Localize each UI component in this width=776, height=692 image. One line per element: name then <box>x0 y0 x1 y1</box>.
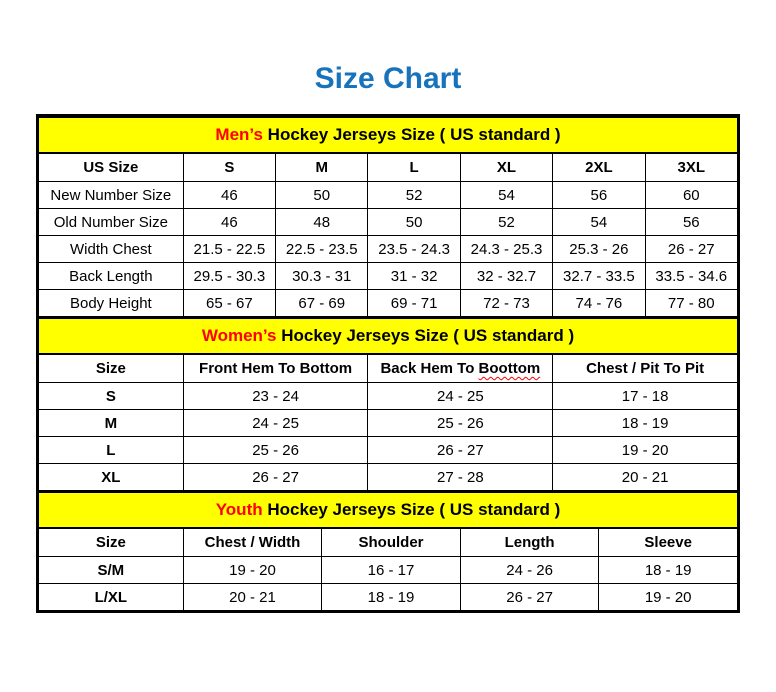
mens-label: Men’s <box>215 125 263 144</box>
column-header: Front Hem To Bottom <box>183 354 368 383</box>
size-value: 52 <box>460 209 552 236</box>
size-value: 30.3 - 31 <box>276 263 368 290</box>
size-value: 18 - 19 <box>599 557 738 584</box>
size-value: 19 - 20 <box>599 584 738 611</box>
womens-band-row <box>39 318 738 354</box>
size-value: 26 - 27 <box>368 437 553 464</box>
youth-label: Youth <box>215 500 263 519</box>
size-value: 77 - 80 <box>645 290 737 317</box>
womens-label: Women’s <box>201 326 277 345</box>
size-value: 74 - 76 <box>553 290 645 317</box>
size-value: 25 - 26 <box>183 437 368 464</box>
table-row <box>39 410 738 437</box>
size-value: 46 <box>183 209 275 236</box>
column-header: 2XL <box>553 153 645 182</box>
size-value: 27 - 28 <box>368 464 553 491</box>
row-label: Old Number Size <box>39 209 184 236</box>
row-label: S/M <box>39 557 184 584</box>
column-header: Sleeve <box>599 528 738 557</box>
table-row <box>39 236 738 263</box>
row-label: XL <box>39 464 184 491</box>
size-value: 56 <box>645 209 737 236</box>
column-header: US Size <box>39 153 184 182</box>
misspelled-word: Boottom <box>478 360 541 377</box>
youth-band-row <box>39 492 738 528</box>
size-value: 20 - 21 <box>553 464 738 491</box>
size-value: 26 - 27 <box>183 464 368 491</box>
column-header: Size <box>39 528 184 557</box>
size-value: 22.5 - 23.5 <box>276 236 368 263</box>
row-label: New Number Size <box>39 182 184 209</box>
size-value: 19 - 20 <box>183 557 322 584</box>
youth-header-row <box>39 528 738 557</box>
size-value: 24.3 - 25.3 <box>460 236 552 263</box>
size-value: 50 <box>276 182 368 209</box>
size-value: 60 <box>645 182 737 209</box>
table-row <box>39 209 738 236</box>
womens-header-row <box>39 354 738 383</box>
size-value: 18 - 19 <box>553 410 738 437</box>
size-value: 19 - 20 <box>553 437 738 464</box>
column-header: 3XL <box>645 153 737 182</box>
table-row <box>39 437 738 464</box>
table-row <box>39 557 738 584</box>
size-value: 24 - 25 <box>368 383 553 410</box>
column-header: M <box>276 153 368 182</box>
size-value: 50 <box>368 209 460 236</box>
column-header <box>368 354 553 383</box>
size-value: 20 - 21 <box>183 584 322 611</box>
size-value: 24 - 26 <box>460 557 599 584</box>
size-value: 72 - 73 <box>460 290 552 317</box>
size-value: 21.5 - 22.5 <box>183 236 275 263</box>
mens-title-rest: Hockey Jerseys Size ( US standard ) <box>262 125 561 144</box>
row-label: Width Chest <box>39 236 184 263</box>
column-header: Size <box>39 354 184 383</box>
column-header: Chest / Pit To Pit <box>553 354 738 383</box>
youth-size-table <box>38 491 738 611</box>
womens-section-title <box>39 318 738 354</box>
size-value: 67 - 69 <box>276 290 368 317</box>
mens-section-title <box>39 117 738 153</box>
size-value: 26 - 27 <box>645 236 737 263</box>
size-tables-container <box>36 114 740 613</box>
size-value: 48 <box>276 209 368 236</box>
size-value: 26 - 27 <box>460 584 599 611</box>
column-header: S <box>183 153 275 182</box>
column-header: XL <box>460 153 552 182</box>
womens-title-rest: Hockey Jerseys Size ( US standard ) <box>276 326 575 345</box>
row-label: Body Height <box>39 290 184 317</box>
size-value: 16 - 17 <box>322 557 461 584</box>
size-value: 65 - 67 <box>183 290 275 317</box>
column-header: Shoulder <box>322 528 461 557</box>
table-row <box>39 182 738 209</box>
column-header: Chest / Width <box>183 528 322 557</box>
size-value: 25 - 26 <box>368 410 553 437</box>
size-value: 32.7 - 33.5 <box>553 263 645 290</box>
table-row <box>39 263 738 290</box>
size-value: 33.5 - 34.6 <box>645 263 737 290</box>
size-value: 18 - 19 <box>322 584 461 611</box>
womens-size-table <box>38 317 738 491</box>
size-value: 25.3 - 26 <box>553 236 645 263</box>
column-header: L <box>368 153 460 182</box>
size-value: 23 - 24 <box>183 383 368 410</box>
row-label: M <box>39 410 184 437</box>
table-row <box>39 290 738 317</box>
table-row <box>39 464 738 491</box>
size-value: 29.5 - 30.3 <box>183 263 275 290</box>
mens-size-table <box>38 116 738 317</box>
row-label: L/XL <box>39 584 184 611</box>
row-label: L <box>39 437 184 464</box>
size-value: 54 <box>553 209 645 236</box>
size-value: 31 - 32 <box>368 263 460 290</box>
column-header: Length <box>460 528 599 557</box>
row-label: S <box>39 383 184 410</box>
size-value: 32 - 32.7 <box>460 263 552 290</box>
mens-header-row <box>39 153 738 182</box>
table-row <box>39 584 738 611</box>
youth-section-title <box>39 492 738 528</box>
size-value: 52 <box>368 182 460 209</box>
column-header-text: Back Hem To <box>380 360 479 377</box>
mens-band-row <box>39 117 738 153</box>
size-value: 54 <box>460 182 552 209</box>
table-row <box>39 383 738 410</box>
size-value: 46 <box>183 182 275 209</box>
size-value: 24 - 25 <box>183 410 368 437</box>
size-value: 17 - 18 <box>553 383 738 410</box>
size-value: 23.5 - 24.3 <box>368 236 460 263</box>
youth-title-rest: Hockey Jerseys Size ( US standard ) <box>262 500 561 519</box>
row-label: Back Length <box>39 263 184 290</box>
size-value: 56 <box>553 182 645 209</box>
size-value: 69 - 71 <box>368 290 460 317</box>
page-title: Size Chart <box>314 62 462 95</box>
